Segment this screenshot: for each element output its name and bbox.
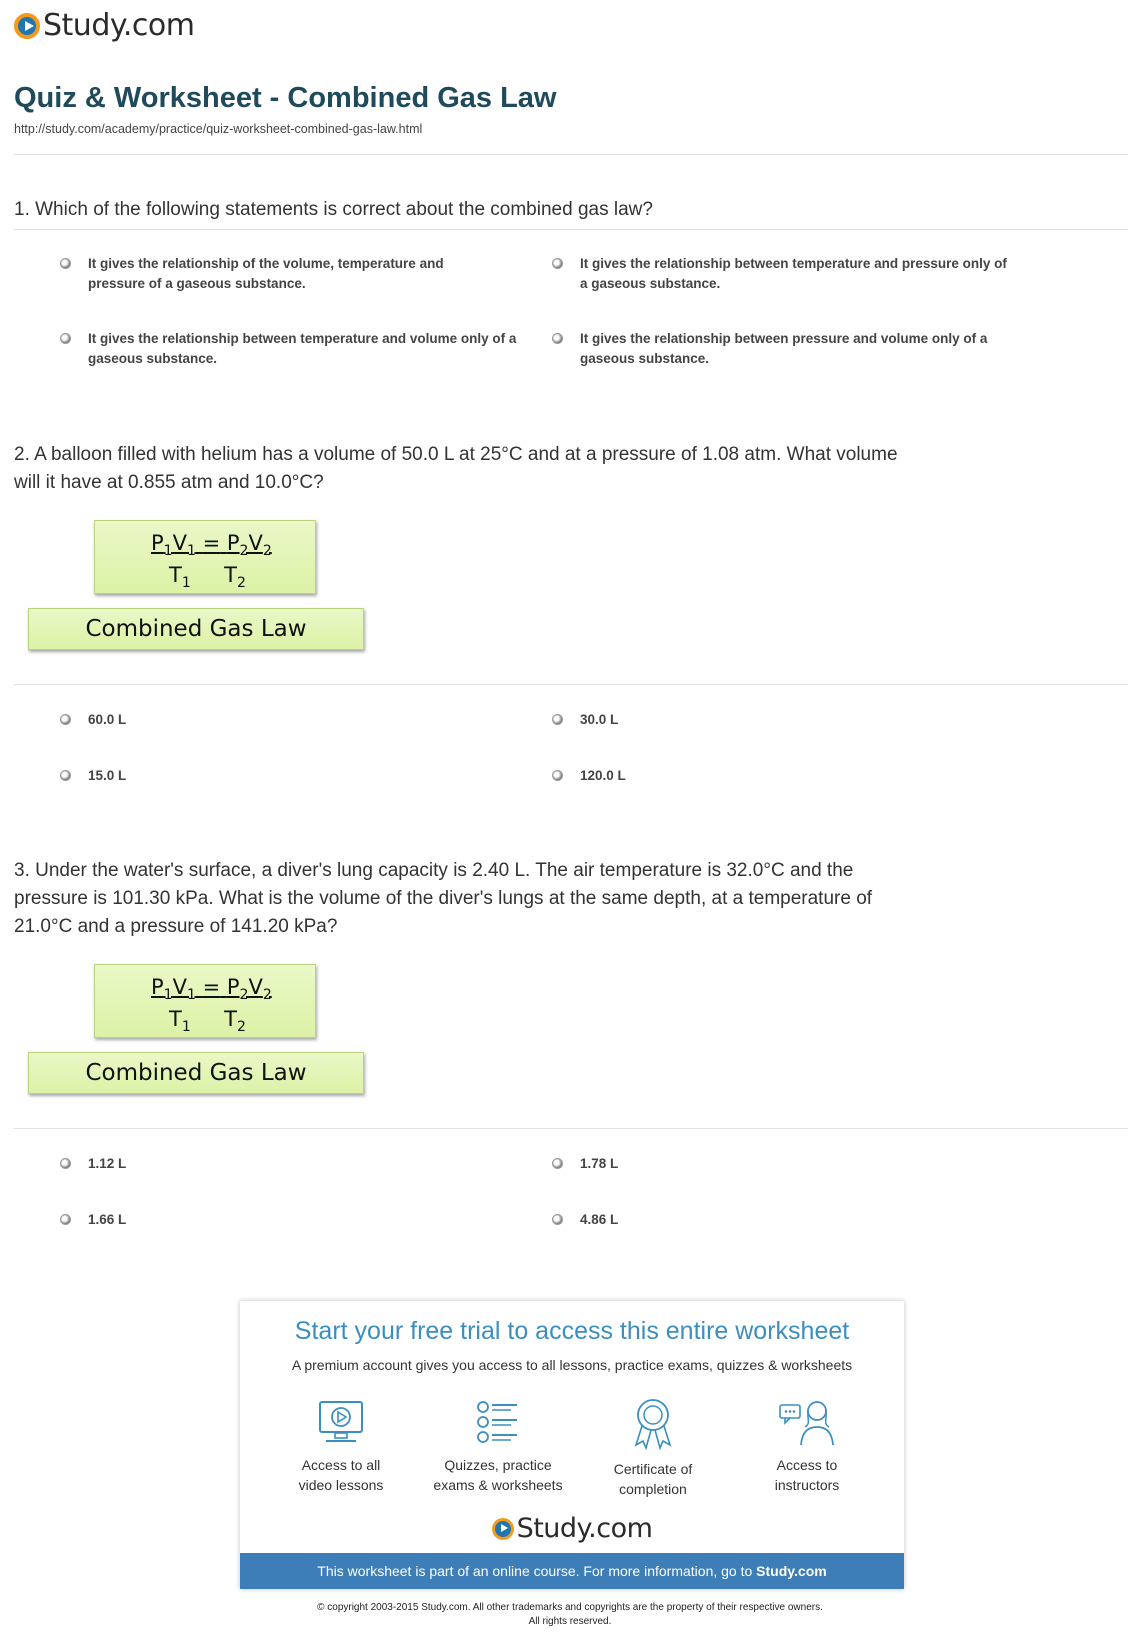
radio-button[interactable] [60, 714, 71, 725]
q2-choice-d[interactable] [552, 766, 626, 786]
radio-button[interactable] [60, 1158, 71, 1169]
formula-caption: Combined Gas Law [28, 608, 364, 650]
feature-quizzes [423, 1397, 573, 1495]
choice-label: 15.0 L [88, 768, 127, 783]
divider [14, 1128, 1128, 1129]
promo-info-bar[interactable] [240, 1553, 904, 1589]
play-logo-icon [492, 1518, 514, 1540]
feature-video-lessons [266, 1397, 416, 1495]
question-3-text: 3. Under the water's surface, a diver's lung capacity is 2.40 L. The air temperature is 32.0°C and the pressure is 101.30 kPa. What is the volume of the diver's lungs at the same depth, at a temperature of 21.0°C and a pressure of 141.20 kPa? [14, 860, 873, 937]
q3-choice-d[interactable] [552, 1210, 618, 1230]
promo-bar-text: This worksheet is part of an online course. For more information, go to [317, 1563, 757, 1579]
radio-button[interactable] [60, 333, 71, 344]
choice-label: 1.12 L [88, 1156, 127, 1171]
logo-text: Study.com [43, 8, 195, 43]
formula-denominator: $T_1$ $T_2$ [169, 563, 246, 592]
choice-label: 1.66 L [88, 1212, 127, 1227]
promo-subheading: A premium account gives you access to all lessons, practice exams, quizzes & worksheets [291, 1357, 853, 1373]
radio-button[interactable] [552, 770, 563, 781]
choice-label: 60.0 L [88, 712, 127, 727]
choice-label: 120.0 L [580, 768, 626, 783]
q2-choice-c[interactable] [60, 766, 126, 786]
choice-label: It gives the relationship between temperature and pressure only of a gaseous substance. [580, 256, 1007, 291]
logo-text: Study.com [516, 1513, 653, 1544]
radio-button[interactable] [552, 1214, 563, 1225]
instructor-icon [777, 1397, 837, 1447]
q3-choice-b[interactable] [552, 1154, 618, 1174]
radio-button[interactable] [60, 770, 71, 781]
copyright [0, 1601, 1140, 1629]
quiz-list-icon [473, 1397, 523, 1447]
q2-choice-b[interactable] [552, 710, 618, 730]
question-2-text: 2. A balloon filled with helium has a volume of 50.0 L at 25°C and at a pressure of 1.08 atm. What volume will it have at 0.855 atm and 10.0°C? [14, 444, 898, 493]
q1-choice-c[interactable] [60, 329, 530, 369]
divider [14, 229, 1128, 230]
study-logo[interactable] [14, 8, 194, 43]
page-url: http://study.com/academy/practice/quiz-worksheet-combined-gas-law.html [14, 122, 423, 136]
formula-denominator: $T_1$ $T_2$ [169, 1007, 246, 1036]
formula-numerator: $P_1V_1 = P_2V_2$ [151, 975, 272, 1004]
radio-button[interactable] [552, 714, 563, 725]
radio-button[interactable] [60, 258, 71, 269]
feature-label: Quizzes, practice exams & worksheets [433, 1457, 563, 1493]
feature-label: Access to instructors [774, 1457, 840, 1493]
q3-choice-a[interactable] [60, 1154, 126, 1174]
feature-certificate [578, 1397, 728, 1499]
question-1-text: 1. Which of the following statements is correct about the combined gas law? [14, 199, 653, 220]
radio-button[interactable] [552, 1158, 563, 1169]
free-trial-promo[interactable] [240, 1301, 904, 1589]
q1-choice-d[interactable] [552, 329, 1012, 369]
copyright-line: © copyright 2003-2015 Study.com. All other trademarks and copyrights are the property of their respective owners. [317, 1602, 823, 1613]
choice-label: 1.78 L [580, 1156, 619, 1171]
feature-label: Certificate of completion [613, 1461, 693, 1497]
formula-image [94, 520, 316, 594]
promo-study-logo[interactable] [240, 1513, 904, 1544]
choice-label: 4.86 L [580, 1212, 619, 1227]
radio-button[interactable] [552, 258, 563, 269]
formula-image [94, 964, 316, 1038]
page-title: Quiz & Worksheet - Combined Gas Law [14, 82, 557, 114]
video-lesson-icon [316, 1397, 366, 1447]
play-logo-icon [14, 13, 40, 39]
q1-choice-b[interactable] [552, 254, 1012, 294]
copyright-line: All rights reserved. [528, 1616, 612, 1627]
divider [14, 684, 1128, 685]
choice-label: 30.0 L [580, 712, 619, 727]
formula-numerator: $P_1V_1 = P_2V_2$ [151, 531, 272, 560]
choice-label: It gives the relationship between pressure and volume only of a gaseous substance. [580, 331, 988, 366]
radio-button[interactable] [60, 1214, 71, 1225]
radio-button[interactable] [552, 333, 563, 344]
choice-label: It gives the relationship of the volume, temperature and pressure of a gaseous substance. [88, 256, 444, 291]
certificate-icon [628, 1397, 678, 1451]
divider [14, 154, 1128, 155]
feature-label: Access to all video lessons [298, 1457, 384, 1493]
q1-choice-a[interactable] [60, 254, 490, 294]
choice-label: It gives the relationship between temperature and volume only of a gaseous substance. [88, 331, 517, 366]
q2-choice-a[interactable] [60, 710, 126, 730]
promo-heading: Start your free trial to access this entire worksheet [294, 1317, 850, 1345]
feature-instructors [732, 1397, 882, 1495]
formula-caption: Combined Gas Law [28, 1052, 364, 1094]
q3-choice-c[interactable] [60, 1210, 126, 1230]
study-link[interactable]: Study.com [756, 1563, 827, 1579]
